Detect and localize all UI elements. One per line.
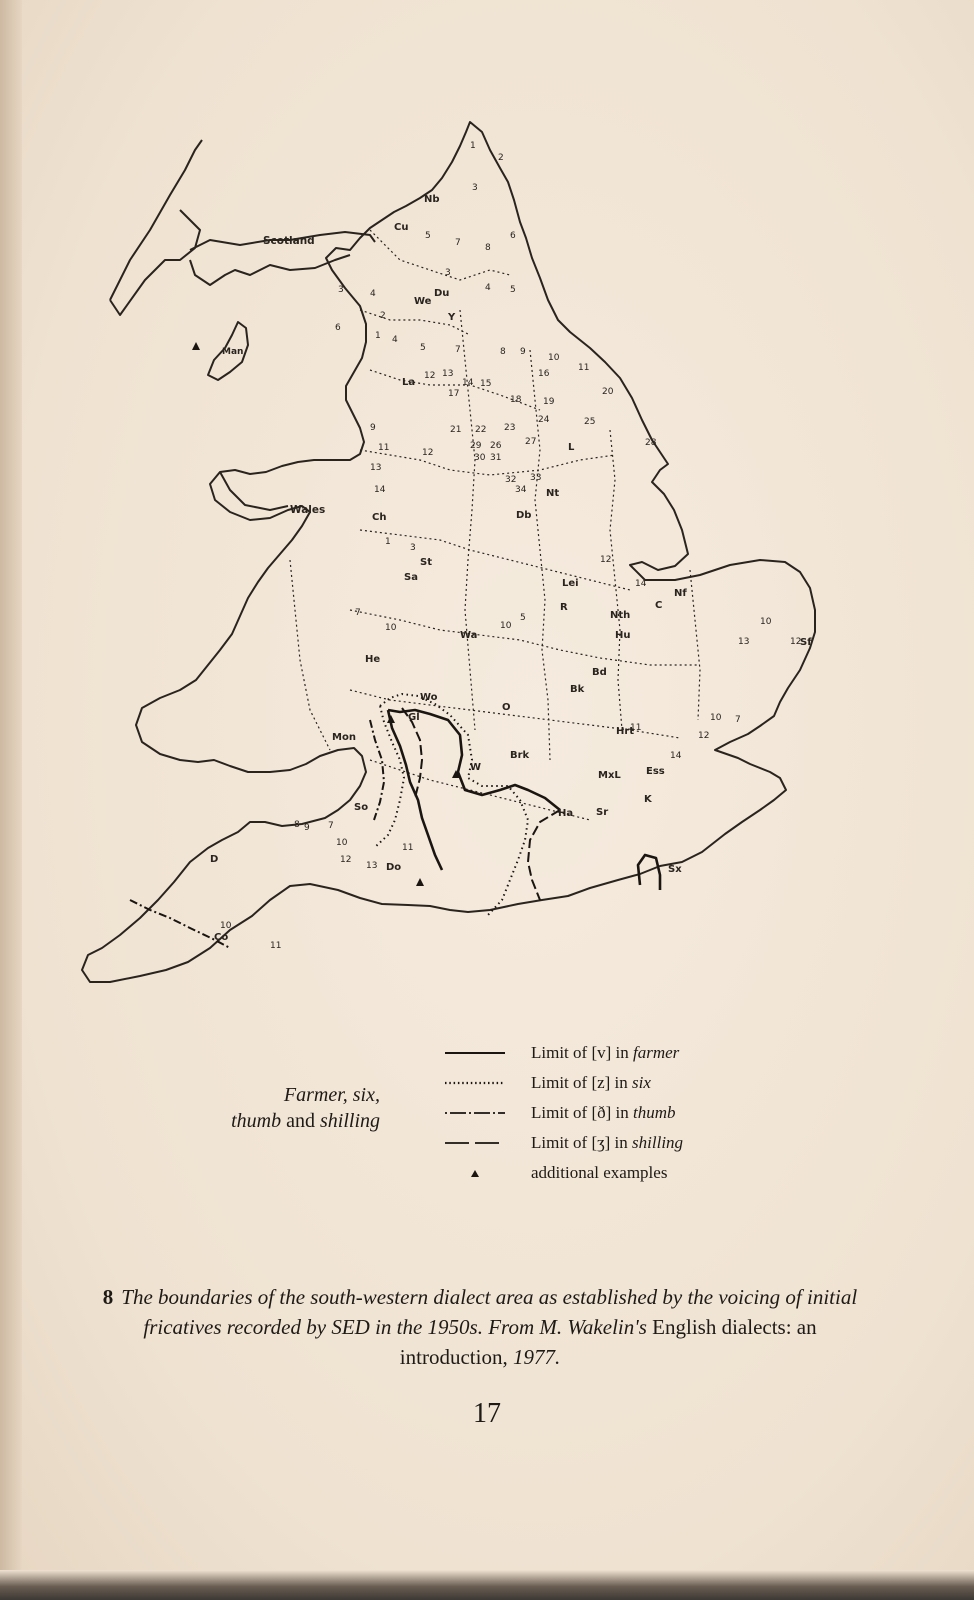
svg-text:2: 2 — [498, 153, 504, 163]
svg-text:33: 33 — [530, 473, 542, 483]
svg-text:4: 4 — [392, 335, 398, 345]
svg-text:16: 16 — [538, 369, 550, 379]
legend-row-six — [445, 1068, 785, 1098]
page-number: 17 — [473, 1398, 501, 1429]
legend-additional-text: additional examples — [531, 1163, 668, 1182]
dashed-line-key — [445, 1133, 531, 1153]
svg-text:12: 12 — [422, 448, 434, 458]
label-k: K — [644, 794, 652, 805]
label-w: W — [470, 762, 482, 773]
wales-north-coast — [220, 472, 288, 510]
svg-text:3: 3 — [472, 183, 478, 193]
label-bk: Bk — [570, 684, 585, 695]
svg-text:11: 11 — [630, 723, 642, 733]
svg-text:5: 5 — [420, 343, 426, 353]
svg-text:13: 13 — [442, 369, 454, 379]
label-nth: Nth — [610, 610, 631, 621]
legend-six-word: six — [632, 1073, 651, 1092]
label-sf: Sf — [800, 637, 812, 648]
legend-thumb-word: thumb — [632, 1103, 676, 1122]
label-l: L — [568, 442, 575, 453]
svg-text:24: 24 — [538, 415, 550, 425]
svg-text:25: 25 — [584, 417, 596, 427]
legend-farmer-word: farmer — [632, 1043, 680, 1062]
svg-text:7: 7 — [355, 608, 361, 618]
dotted-line-key — [445, 1073, 531, 1093]
svg-text:32: 32 — [505, 475, 517, 485]
svg-text:14: 14 — [374, 485, 386, 495]
svg-text:10: 10 — [760, 617, 772, 627]
svg-text:10: 10 — [710, 713, 722, 723]
svg-text:4: 4 — [485, 283, 491, 293]
svg-text:10: 10 — [220, 921, 232, 931]
svg-text:14: 14 — [635, 579, 647, 589]
svg-text:29: 29 — [470, 441, 482, 451]
svg-text:7: 7 — [328, 821, 334, 831]
label-wo: Wo — [420, 692, 438, 703]
label-st: St — [420, 557, 432, 568]
label-r: R — [560, 602, 568, 613]
svg-text:13: 13 — [366, 861, 378, 871]
label-ch: Ch — [372, 512, 387, 523]
svg-text:10: 10 — [336, 838, 348, 848]
svg-text:1: 1 — [385, 537, 391, 547]
limit-zh-shilling-line — [402, 708, 560, 900]
svg-text:21: 21 — [450, 425, 462, 435]
label-la: La — [402, 377, 416, 388]
svg-text:11: 11 — [578, 363, 590, 373]
dialect-map — [70, 110, 830, 1040]
label-o: O — [502, 702, 511, 713]
svg-text:10: 10 — [500, 621, 512, 631]
svg-text:14: 14 — [670, 751, 682, 761]
figure-number: 8 — [102, 1285, 114, 1309]
page-bottom-edge — [0, 1570, 974, 1600]
label-cu: Cu — [394, 222, 409, 233]
svg-text:4: 4 — [370, 289, 376, 299]
label-we: We — [414, 296, 432, 307]
map-legend-caption — [150, 1082, 380, 1134]
label-mxl: MxL — [598, 770, 621, 781]
label-wa: Wa — [460, 630, 478, 641]
label-bd: Bd — [592, 667, 607, 678]
svg-text:11: 11 — [378, 443, 390, 453]
additional-example-marker — [416, 878, 424, 886]
legend-caption-shilling: shilling — [319, 1110, 380, 1132]
svg-text:3: 3 — [410, 543, 416, 553]
svg-text:13: 13 — [370, 463, 382, 473]
svg-text:26: 26 — [490, 441, 502, 451]
svg-text:12: 12 — [340, 855, 352, 865]
svg-text:7: 7 — [735, 715, 741, 725]
svg-text:7: 7 — [455, 345, 461, 355]
label-d: D — [210, 854, 219, 865]
legend-thumb-prefix: Limit of [ð] in — [531, 1103, 633, 1122]
svg-text:28: 28 — [645, 438, 657, 448]
label-y: Y — [448, 312, 456, 323]
svg-text:10: 10 — [548, 353, 560, 363]
label-ha: Ha — [558, 808, 574, 819]
svg-text:6: 6 — [335, 323, 341, 333]
additional-example-marker — [192, 342, 200, 350]
page-spine-shadow — [0, 0, 22, 1600]
svg-text:9: 9 — [370, 423, 376, 433]
svg-text:5: 5 — [425, 231, 431, 241]
label-nb: Nb — [424, 194, 440, 205]
svg-text:30: 30 — [474, 453, 486, 463]
solid-line-key — [445, 1043, 531, 1063]
limit-v-farmer-line — [388, 710, 560, 870]
svg-text:3: 3 — [338, 285, 344, 295]
svg-text:18: 18 — [510, 395, 522, 405]
label-du: Du — [434, 288, 450, 299]
svg-text:27: 27 — [525, 437, 537, 447]
legend-row-shilling — [445, 1128, 785, 1158]
label-mon: Mon — [332, 732, 356, 743]
svg-text:17: 17 — [448, 389, 460, 399]
label-gl: Gl — [408, 712, 420, 723]
legend-farmer-prefix: Limit of [v] in — [531, 1043, 633, 1062]
label-sx: Sx — [668, 864, 682, 875]
legend-row-additional — [445, 1158, 785, 1188]
svg-text:9: 9 — [520, 347, 526, 357]
map-legend — [445, 1038, 785, 1188]
svg-text:12: 12 — [600, 555, 612, 565]
svg-text:5: 5 — [520, 613, 526, 623]
legend-row-farmer — [445, 1038, 785, 1068]
label-co: Co — [214, 932, 229, 943]
label-do: Do — [386, 862, 402, 873]
figure-caption — [100, 1282, 860, 1372]
legend-caption-thumb: thumb — [231, 1110, 282, 1132]
svg-text:14: 14 — [462, 378, 474, 388]
label-nt: Nt — [546, 488, 560, 499]
label-wales: Wales — [290, 504, 326, 516]
svg-text:19: 19 — [543, 397, 555, 407]
legend-shilling-word: shilling — [632, 1133, 684, 1152]
label-sr: Sr — [596, 807, 609, 818]
legend-shilling-prefix: Limit of [ʒ] in — [531, 1133, 633, 1152]
label-c: C — [655, 600, 663, 611]
svg-text:20: 20 — [602, 387, 614, 397]
dash-dot-line-key — [445, 1103, 531, 1123]
svg-text:12: 12 — [790, 637, 802, 647]
label-so: So — [354, 802, 369, 813]
svg-text:5: 5 — [510, 285, 516, 295]
svg-text:9: 9 — [304, 823, 310, 833]
label-hrt: Hrt — [616, 726, 635, 737]
scotland-outline — [110, 140, 375, 315]
caption-book-title: English dialects: an introduction, — [399, 1315, 817, 1369]
label-lei: Lei — [562, 578, 579, 589]
legend-caption-and: and — [281, 1110, 320, 1132]
triangle-marker-key — [445, 1163, 531, 1183]
limit-th-thumb-line — [130, 720, 384, 948]
svg-text:12: 12 — [698, 731, 710, 741]
svg-text:31: 31 — [490, 453, 502, 463]
label-nf: Nf — [674, 588, 687, 599]
svg-text:7: 7 — [455, 238, 461, 248]
limit-z-six-line — [374, 694, 528, 915]
label-ess: Ess — [646, 766, 665, 777]
england-wales-map-svg — [70, 110, 830, 1040]
label-sa: Sa — [404, 572, 418, 583]
svg-text:8: 8 — [294, 820, 300, 830]
svg-text:11: 11 — [402, 843, 414, 853]
label-db: Db — [516, 510, 532, 521]
svg-text:23: 23 — [504, 423, 516, 433]
svg-text:8: 8 — [500, 347, 506, 357]
locality-numbers — [220, 141, 801, 951]
legend-row-thumb — [445, 1098, 785, 1128]
svg-text:8: 8 — [485, 243, 491, 253]
svg-text:2: 2 — [380, 311, 386, 321]
legend-caption-line1: Farmer, six, — [283, 1084, 380, 1106]
svg-text:10: 10 — [385, 623, 397, 633]
caption-italic-text: The boundaries of the south-western dialect area as established by the voicing of initial fricatives recorded by SED in the 1950s. From M. Wakelin's — [121, 1285, 858, 1339]
svg-text:22: 22 — [475, 425, 487, 435]
svg-text:34: 34 — [515, 485, 527, 495]
label-he: He — [365, 654, 381, 665]
svg-text:3: 3 — [445, 268, 451, 278]
svg-text:1: 1 — [375, 331, 381, 341]
label-hu: Hu — [615, 630, 631, 641]
svg-text:13: 13 — [738, 637, 750, 647]
caption-year: 1977. — [512, 1345, 561, 1369]
svg-text:6: 6 — [510, 231, 516, 241]
label-brk: Brk — [510, 750, 530, 761]
svg-text:15: 15 — [480, 379, 492, 389]
legend-caption-line2 — [150, 1108, 380, 1134]
svg-text:11: 11 — [270, 941, 282, 951]
svg-text:1: 1 — [470, 141, 476, 151]
legend-six-prefix: Limit of [z] in — [531, 1073, 633, 1092]
label-man: Man — [222, 347, 244, 357]
svg-text:12: 12 — [424, 371, 436, 381]
label-scotland: Scotland — [263, 235, 315, 247]
